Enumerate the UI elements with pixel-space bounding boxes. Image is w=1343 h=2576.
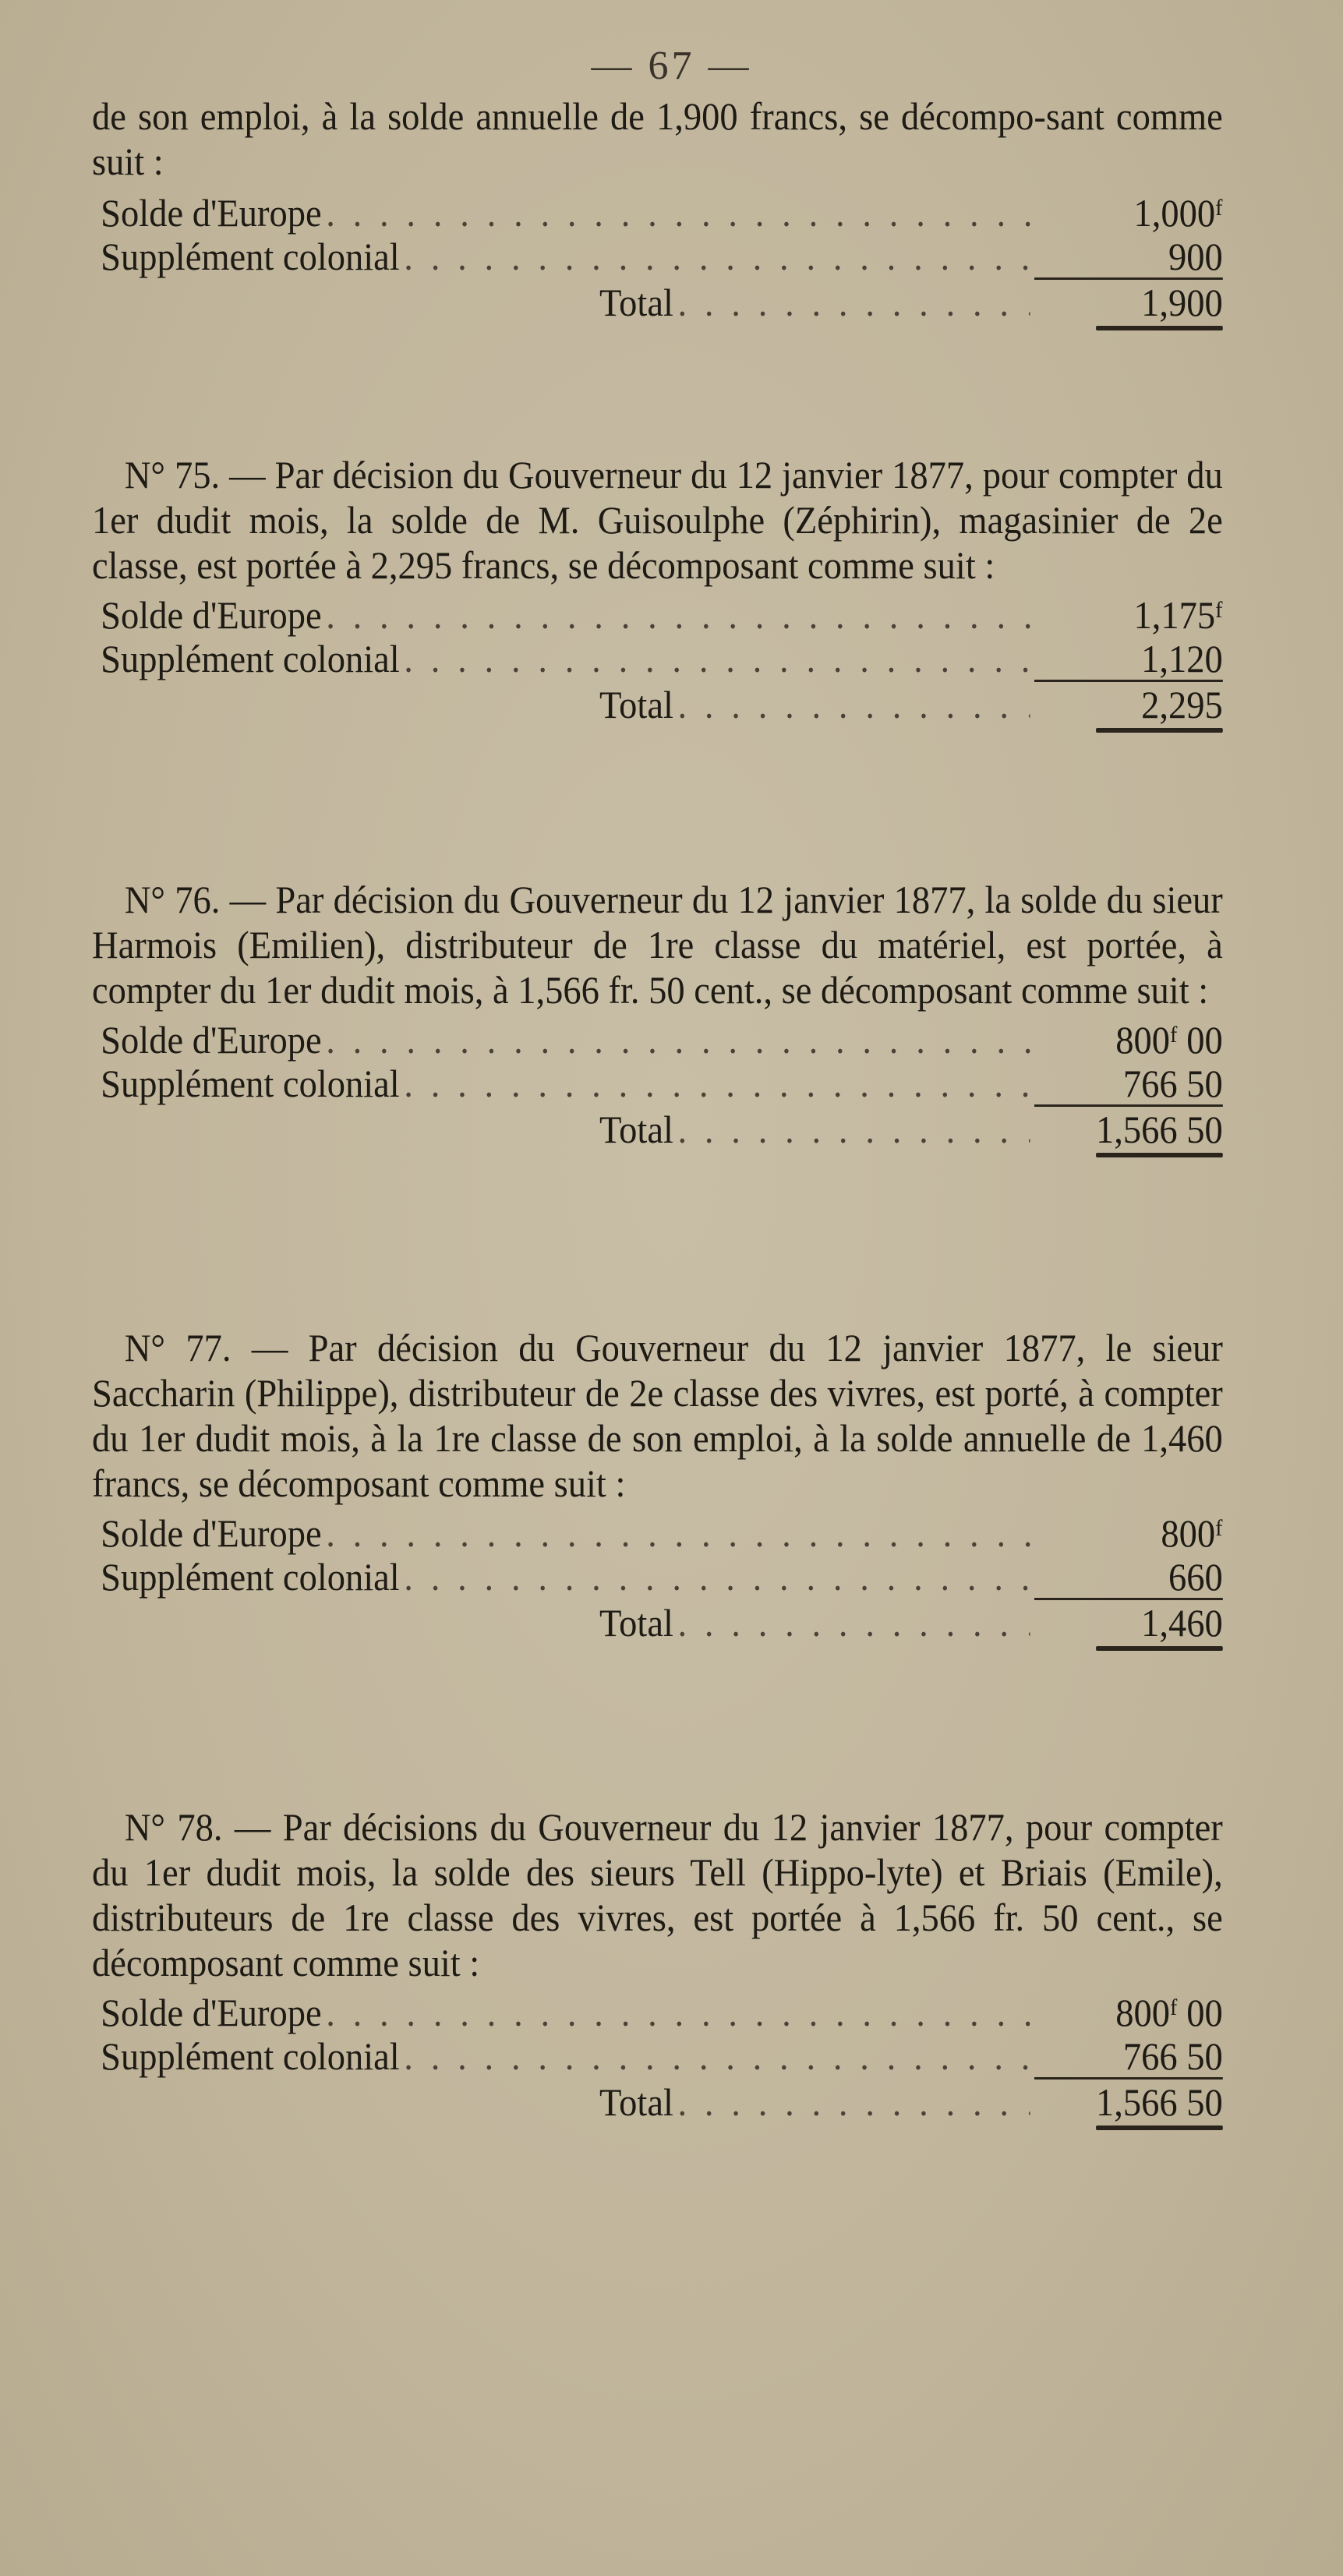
- separator-rule: [1096, 728, 1223, 733]
- intro-block: [92, 94, 1223, 330]
- intro-paragraph: de son emploi, à la solde annuelle de 1,900 francs, se décompo-sant comme suit :: [92, 94, 1223, 183]
- entry-number: N° 78.: [124, 1805, 223, 1849]
- separator-rule: [1096, 1646, 1223, 1651]
- entry-75: [92, 452, 1223, 733]
- row-supplement-colonial: Supplément colonial . . . 660: [101, 1554, 1223, 1598]
- entry-77: [92, 1325, 1223, 1651]
- entry-number: N° 76.: [124, 878, 221, 921]
- separator-rule: [1096, 2125, 1223, 2130]
- page-number: — 67 —: [591, 44, 752, 88]
- entry-paragraph: N° 77. — Par décision du Gouverneur du 12 janvier 1877, le sieur Saccharin (Philippe), distributeur de 2e classe des vivres, est porté, à compter du 1er dudit mois, à la 1re classe de son emploi, à la solde annuelle de 1,460 francs, se décomposant comme suit :: [92, 1326, 1223, 1505]
- row-solde-europe: Solde d'Europe . . . 800ᶠ 00: [101, 1017, 1223, 1061]
- entry-78: [92, 1804, 1223, 2130]
- row-total: Total . . . 1,566 50: [92, 2077, 1223, 2121]
- entry-paragraph: N° 78. — Par décisions du Gouverneur du 12 janvier 1877, pour compter du 1er dudit mois, la solde des sieurs Tell (Hippo-lyte) et Briais (Emile), distributeurs de 1re classe des vivres, est portée à 1,566 fr. 50 cent., se décomposant comme suit :: [92, 1805, 1223, 1984]
- row-solde-europe: Solde d'Europe . . . 800ᶠ 00: [101, 1990, 1223, 2034]
- entry-paragraph: N° 76. — Par décision du Gouverneur du 12 janvier 1877, la solde du sieur Harmois (Emilien), distributeur de 1re classe du matériel, est portée, à compter du 1er dudit mois, à 1,566 fr. 50 cent., se décomposant comme suit :: [92, 878, 1223, 1012]
- row-supplement-colonial: Supplément colonial . . . 766 50: [101, 1061, 1223, 1104]
- row-total: Total . . . 1,566 50: [92, 1104, 1223, 1148]
- entry-76: [92, 877, 1223, 1157]
- row-solde-europe: Solde d'Europe . . . 800ᶠ: [101, 1511, 1223, 1554]
- entry-number: N° 75.: [124, 453, 221, 496]
- row-supplement-colonial: Supplément colonial . . . 766 50: [101, 2034, 1223, 2077]
- row-total: Total . . . 1,900: [92, 277, 1223, 321]
- separator-rule: [1096, 1153, 1223, 1157]
- row-supplement-colonial: Supplément colonial . . . 1,120: [101, 636, 1223, 680]
- row-total: Total . . . 2,295: [92, 680, 1223, 723]
- row-supplement-colonial: Supplément colonial . . . 900: [101, 234, 1223, 277]
- separator-rule: [1096, 326, 1223, 330]
- row-total: Total . . . 1,460: [92, 1598, 1223, 1641]
- row-solde-europe: Solde d'Europe . . . 1,000ᶠ: [101, 190, 1223, 234]
- entry-paragraph: N° 75. — Par décision du Gouverneur du 12 janvier 1877, pour compter du 1er dudit mois, la solde de M. Guisoulphe (Zéphirin), magasinier de 2e classe, est portée à 2,295 francs, se décomposant comme suit :: [92, 453, 1223, 587]
- entry-number: N° 77.: [124, 1326, 231, 1369]
- row-solde-europe: Solde d'Europe . . . 1,175ᶠ: [101, 592, 1223, 636]
